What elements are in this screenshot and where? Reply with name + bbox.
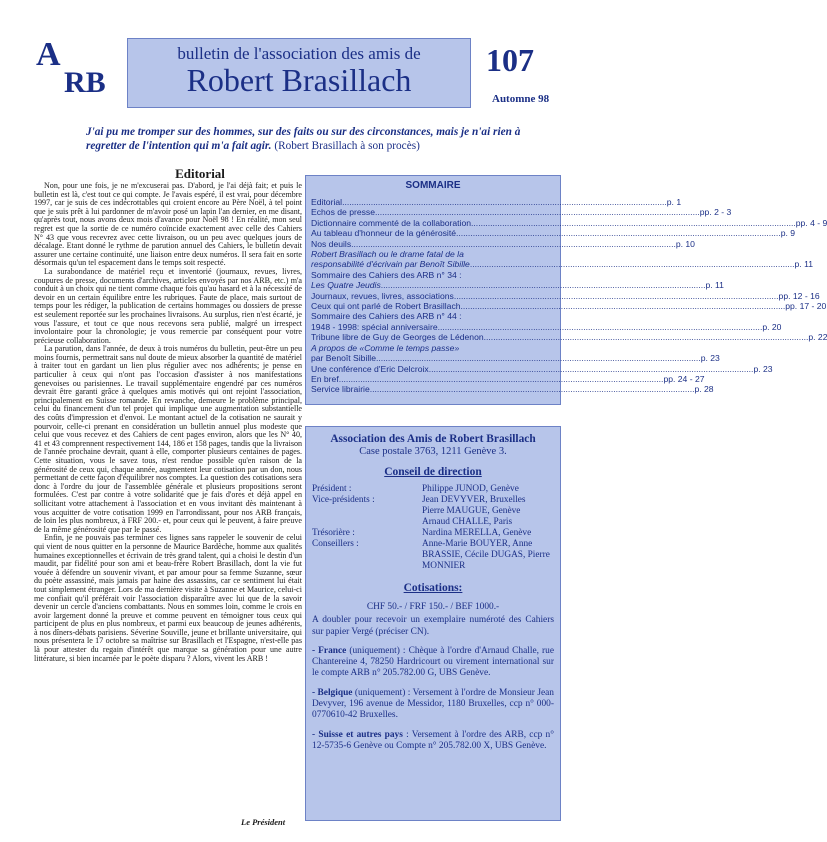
toc-leader-dots <box>471 218 796 228</box>
toc-leader-dots <box>456 228 781 238</box>
toc-entry: A propos de «Comme le temps passe» <box>311 342 460 353</box>
payment-instruction <box>312 688 554 722</box>
editorial-paragraph: La parution, dans l'année, de deux à trois numéros du bulletin, peut-être un peu moins fournis, permettrait sans nul doute de mieux absorber la quantité de matériel à traiter tout en gardant un lien plus régulier avec nos adhérents; je pense en particulier à ceux qui n'ont pas l'occasion d'assister à nos manifestations genevoises ou parisiennes. Le travail supplémentaire engendré par ces numéros devrait être garanti grâce à quelques amis motivés qui ont rejoint l'association, principalement en Suisse romande. En revanche, demeure le problème principal, celui du financement d'un tel projet qui implique une augmentation substantielle des coûts d'impression et d'envoi. Le montant actuel de la cotisation ne saurait y pourvoir, celle-ci prenant en considération un bulletin annuel plus modeste que celui que vous recevez et des Cahiers de cent pages environ, alors que les N° 40, 41 et 43 comprennent respectivement 144, 186 et 158 pages, tandis que la livraison de l'année prochaine devrait, quant à elle, comporter plusieurs centaines de pages. Cette situation, vous le savez tous, n'est rendue possible qu'en raison de la générosité de ceux qui, chaque année, augmentent leur cotisation par un don, nous permettant de cette façon d'équilibrer nos comptes. La question des cotisations sera donc à l'ordre du jour de l'assemblée générale et plusieurs propositions seront formulées. C'est par contre à votre solidarité que je fais d'ores et déjà appel en sollicitant votre attachement à l'association et en vous invitant dès maintenant à vous acquitter de votre cotisation 1999 en l'arrondissant, pour nos ARB français, de loin les plus nombreux, à FRF 200.- et, pour ceux qui le peuvent, à faire preuve de la même générosité que par le passé. <box>34 344 302 534</box>
toc-leader-dots <box>454 291 779 301</box>
toc-entry-page: p. 23 <box>700 353 720 364</box>
toc-leader-dots <box>342 197 667 207</box>
toc-entry-title: Echos de presse <box>311 207 376 218</box>
toc-leader-dots <box>381 280 706 290</box>
payment-country: - Belgique <box>312 687 353 698</box>
toc-entry-title: Ceux qui ont parlé de Robert Brasillach <box>311 301 461 312</box>
editorial-title: Editorial <box>175 166 225 181</box>
officer-name: Nardina MERELLA, Genève <box>422 528 532 538</box>
toc-entry-page: p. 11 <box>705 280 724 291</box>
toc-entry <box>311 228 796 239</box>
toc-entry <box>311 280 724 291</box>
epigraph-quote <box>86 125 556 153</box>
editorial-paragraph: Enfin, je ne pouvais pas terminer ces lignes sans rappeler le souvenir de celui qui vient de nous quitter en la personne de Maurice Bardèche, homme aux qualités humaines exceptionnelles et écrivain de très grand talent, qui a choisi le destin d'un maudit, par fidélité pour son ami et beau-frère Robert Brasillach, dont la vie fut vouée à défendre un souvenir vivant, et par amour pour sa femme Suzanne, sœur du poète assassiné, mais jamais par haine des assassins, car ce sentiment lui était tout simplement étranger. Lors de ma dernière visite à Suzanne et Maurice, celui-ci me confiait qu'il préférait voir l'association disparaître avec lui que de la savoir devenir un cercle d'anciens combattants. Nous en sommes loin, comme le crois en avoir largement donné la preuve et comme peuvent en témoigner tous ceux qui participent de plus en plus nombreux, et parmi eux beaucoup de jeunes adhérents, à nos dîners-débats parisiens. Séverine Souville, jeune et brillante universitaire, qui nous présentera le 17 octobre sa maîtrise sur Brasillach et l'Espagne, n'est-elle pas là pour attester du regain d'intérêt que marque sa génération pour une autre littérature, si bien incarnée par le poète disparu ? Alors, vivent les ARB ! <box>34 533 302 663</box>
editorial-paragraph: Non, pour une fois, je ne m'excuserai pas. D'abord, je l'ai déjà fait; et puis le bulletin est là, c'est tout ce qui compte. Je l'avais espéré, il est vrai, pour décembre 1997, car je suis de ces indécrottables qui croient encore au Père Noël, à tel point que je suis prêt à lui pardonner de m'avoir posé un lapin l'an dernier, en me disant, qu'après tout, nous avons deux mois d'avance pour Noël 98 ! En réalité, mon seul regret est que la sortie de ce numéro coïncide exactement avec celle des Cahiers N° 43 que vous recevrez avec cette livraison, ou un peu avec quelques jours de décalage. Etant donné le rythme de parution annuel des Cahiers, le bulletin devait assurer une certaine continuité, une liaison entre deux numéros. Il sera fait en sorte désormais qu'un tel espacement dans le temps soit respecté. <box>34 181 302 268</box>
toc-entry-page: p. 9 <box>780 228 796 239</box>
toc-entry-page: p. 28 <box>694 384 714 395</box>
toc-entry <box>311 332 827 343</box>
masthead-subtitle: bulletin de l'association des amis de <box>177 44 421 63</box>
toc-entry-title: par Benoît Sibille <box>311 353 376 364</box>
toc-entry-title: Au tableau d'honneur de la générosité <box>311 228 456 239</box>
toc-entry <box>311 363 773 374</box>
toc-entry-page: p. 22 <box>808 332 827 343</box>
masthead-title: Robert Brasillach <box>186 62 412 98</box>
toc-entry: Robert Brasillach ou le drame fatal de la <box>311 249 464 260</box>
logo-letter-a: A <box>36 36 61 73</box>
toc-entry-page: p. 1 <box>666 197 682 207</box>
toc-entry <box>311 217 827 228</box>
association-box <box>305 426 561 821</box>
payment-country: - Suisse et autres pays <box>312 729 403 740</box>
officer-role <box>312 517 422 528</box>
editorial-signature: Le Président <box>241 817 286 827</box>
table-of-contents <box>305 175 827 405</box>
quote-text: J'ai pu me tromper sur des hommes, sur des faits ou sur des circonstances, mais je n'ai rien à regretter de l'intention qui m'a fait agir. <box>86 126 521 152</box>
payment-qualifier: (uniquement) <box>352 687 406 698</box>
toc-entry-title: 1948 - 1998: spécial anniversaire <box>311 321 438 332</box>
toc-leader-dots <box>375 207 700 217</box>
toc-entry: Sommaire des Cahiers des ARB n° 34 : <box>311 269 462 280</box>
toc-entry <box>311 301 827 312</box>
officer-role: Vice-présidents : <box>312 495 375 505</box>
payment-text: : Chèque à l'ordre d'Arnaud Challe, rue Chantereine 4, 78250 Hardricourt ou virement international sur le compte ARB n° 205.782.00 G, UBS Genève. <box>312 645 554 679</box>
toc-entry-page: pp. 4 - 9 <box>795 217 827 228</box>
officer-row <box>312 495 560 506</box>
cotisations-title: Cotisations: <box>403 582 463 594</box>
toc-entry-title: Editorial <box>311 197 343 207</box>
toc-leader-dots <box>370 384 695 394</box>
officer-list <box>312 484 560 572</box>
payment-instruction <box>312 646 554 680</box>
toc-entry: Sommaire des Cahiers des ARB n° 44 : <box>311 311 462 322</box>
toc-entry <box>311 373 705 384</box>
toc-entry-title: Nos deuils <box>311 238 352 249</box>
toc-leader-dots <box>339 374 664 384</box>
officer-name: Pierre MAUGUE, Genève <box>422 506 521 516</box>
toc-entry-page: p. 10 <box>675 238 695 249</box>
toc-leader-dots <box>484 332 809 342</box>
toc-entry <box>311 353 720 364</box>
quote-attribution: (Robert Brasillach à son procès) <box>274 140 420 152</box>
toc-entry-page: p. 11 <box>794 259 814 270</box>
officer-row <box>312 517 560 528</box>
toc-entry-title: responsabilité d'écrivain par Benoît Sibille <box>311 259 470 270</box>
toc-entry <box>311 207 732 218</box>
toc-entry-title: En bref <box>311 373 339 384</box>
toc-entry-page: p. 20 <box>762 321 782 332</box>
toc-entry <box>311 290 820 301</box>
payment-text: : Versement à l'ordre de Monsieur Jean Devyver, 196 avenue de Messidor, 1180 Bruxelles, ccp n° 000-0770610-42 Bruxelles. <box>312 687 554 721</box>
officer-name: Philippe JUNOD, Genève <box>422 484 519 494</box>
toc-title: SOMMAIRE <box>405 180 461 191</box>
toc-entry <box>311 321 782 332</box>
toc-entry <box>311 259 814 270</box>
toc-entry <box>311 197 682 207</box>
toc-list <box>311 197 827 395</box>
editorial-body <box>34 182 302 817</box>
masthead <box>127 38 471 108</box>
officer-row <box>312 506 560 517</box>
officer-role <box>312 506 422 517</box>
toc-leader-dots <box>351 239 676 249</box>
toc-entry <box>311 384 714 395</box>
toc-entry-title: Dictionnaire commenté de la collaboration <box>311 217 472 228</box>
board-title: Conseil de direction <box>384 466 482 478</box>
toc-leader-dots <box>438 322 763 332</box>
issue-number: 107 <box>486 42 534 78</box>
editorial-paragraph: La surabondance de matériel reçu et inventorié (journaux, revues, livres, coupures de presse, documents d'archives, articles envoyés par nos ARB, etc.) m'a conduit à un choix qui ne tient comme chaque fois qu'au hasard et à la nécessité de devoir en un certain équilibre entre les rubriques. Faute de place, mais surtout de temps pour les rédiger, la publication de certains hommages ou dossiers de presse est seulement reportée sur les prochaines livraisons. Au surplus, rien n'est écarté, je vous l'assure, et tout ce que nous recevons sera publié, malgré un irrespect involontaire pour la chronologie; je vous remercie par conséquent pour votre précieuse collaboration. <box>34 266 302 345</box>
toc-entry-page: pp. 2 - 3 <box>699 207 732 218</box>
toc-leader-dots <box>429 364 754 374</box>
toc-entry-title: Tribune libre de Guy de Georges de Lédenon <box>311 332 484 343</box>
toc-entry-page: pp. 12 - 16 <box>778 290 820 301</box>
cotisations-body <box>312 602 554 752</box>
officer-role: Président : <box>312 484 352 494</box>
toc-leader-dots <box>470 259 795 269</box>
officer-name: Arnaud CHALLE, Paris <box>422 517 513 527</box>
officer-row <box>312 528 560 539</box>
payment-country: - France <box>312 645 347 656</box>
payment-instruction <box>312 730 554 753</box>
officer-name: Anne-Marie BOUYER, Anne BRASSIE, Cécile DUGAS, Pierre MONNIER <box>422 539 550 571</box>
toc-entry-title: Les Quatre Jeudis <box>311 280 381 291</box>
officer-row <box>312 539 560 572</box>
toc-leader-dots <box>461 301 786 311</box>
logo-letters-rb: RB <box>64 66 106 99</box>
officer-role: Trésorière : <box>312 528 355 538</box>
officer-name: Jean DEVYVER, Bruxelles <box>422 495 526 505</box>
toc-entry-page: pp. 17 - 20 <box>785 301 827 312</box>
officer-row <box>312 484 560 495</box>
payment-qualifier: (uniquement) <box>346 645 400 656</box>
officer-role: Conseillers : <box>312 539 359 549</box>
payment-list <box>312 646 554 752</box>
toc-entry-title: Journaux, revues, livres, associations <box>311 290 454 301</box>
toc-entry-page: pp. 24 - 27 <box>663 373 705 384</box>
toc-entry <box>311 238 695 249</box>
association-address: Case postale 3763, 1211 Genève 3. <box>359 446 507 457</box>
fees: CHF 50.- / FRF 150.- / BEF 1000.- <box>366 602 500 612</box>
toc-entry-title: Service librairie <box>311 384 370 395</box>
toc-entry-title: Une conférence d'Eric Delcroix <box>311 363 429 374</box>
toc-entry-page: p. 23 <box>753 363 773 374</box>
issue-date: Automne 98 <box>492 93 550 105</box>
toc-leader-dots <box>376 353 701 363</box>
double-note: A doubler pour recevoir un exemplaire numéroté des Cahiers sur papier Vergé (préciser CN). <box>312 615 554 637</box>
association-name: Association des Amis de Robert Brasillach <box>330 433 536 445</box>
payment-text: : Versement à l'ordre des ARB, ccp n° 12-5735-6 Genève ou Compte n° 205.782.00 X, UBS Genève. <box>312 729 554 751</box>
